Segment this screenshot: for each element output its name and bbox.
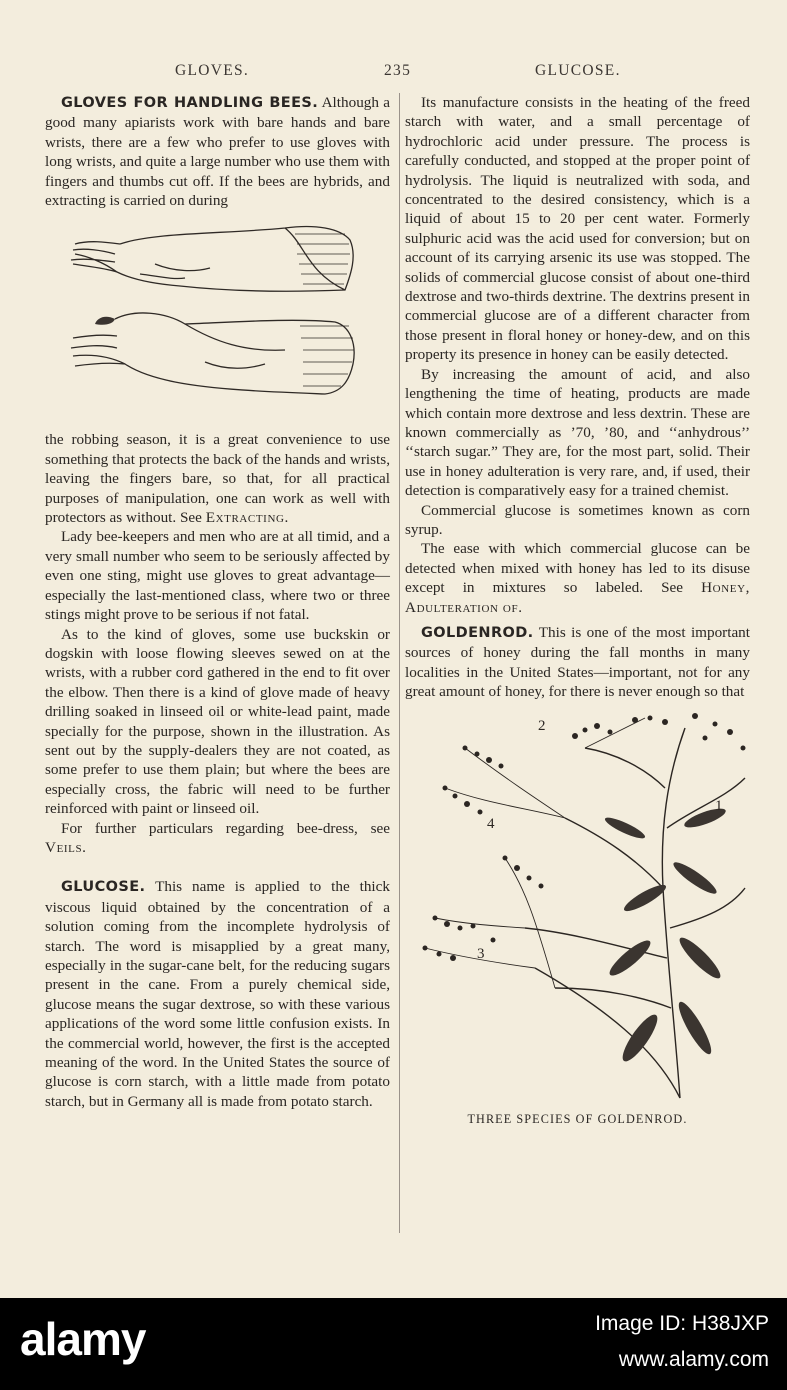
glucose-p5-text: The ease with which commercial glucose can be detected when mixed with honey has led to its disuse except in mixtures so labeled. See	[405, 540, 750, 597]
gloves-entry-p3: As to the kind of gloves, some use buckskin or dogskin with loose flowing sleeves sewed on at the wrists, with a rubber cord gathered in the end to fit over the elbow. Then there is a kind of glove made of heavy drilling soaked in linseed oil or white-lead paint, made specially for the purpose, shown in the illustration. As sent out by the supply-dealers they are not coated, as some prefer to use them plain; but where the bees are especially cross, the fabric will need to be further reinforced with paint or linseed oil.	[45, 625, 390, 818]
gloves-heading: GLOVES FOR HANDLING BEES.	[61, 95, 319, 111]
gloves-entry-p2: Lady bee-keepers and men who are at all timid, and a very small number who seem to be seriously affected by even one sting, might use gloves to great advantage—especially the last-mentioned class, where two or three stings might prove to be serious if not fatal.	[45, 528, 390, 624]
goldenrod-figure-caption: THREE SPECIES OF GOLDENROD.	[467, 1111, 688, 1126]
glucose-entry-p3: By increasing the amount of acid, and also lengthening the time of heating, products are made which contain more dextrose and less dextrin. These are known commercially as ’70, ’80, and ‘‘anhydrous’’ ‘‘starch sugar.” They are, for the most part, solid. Their use in honey adulteration is very rare, and, if used, their detection is comparatively easy for a trained chemist.	[405, 365, 750, 500]
goldenrod-p1-text: This is one of the most important sources of honey during the fall months in many localities in the United States—important, not for any great amount of honey, for there is never enough so that	[405, 623, 750, 701]
glucose-entry-p5	[405, 539, 750, 617]
gloves-p1-cont-text: the robbing season, it is a great convenience to use something that protects the back of the hands and wrists, leaving the fingers bare, so that, for all practical purposes of manipulation, one can work as well with protectors as without. See	[45, 431, 390, 527]
alamy-logo: alamy	[20, 1313, 146, 1365]
goldenrod-entry-p1	[405, 623, 750, 702]
goldenrod-illustration	[405, 708, 750, 1108]
gloves-entry-p4	[45, 819, 390, 858]
goldenrod-heading: GOLDENROD.	[421, 624, 534, 641]
glove-thumb-shading	[95, 317, 115, 325]
left-column	[45, 93, 390, 1111]
gloves-entry-p1-cont	[45, 430, 390, 527]
image-id-label: Image ID: H38JXP	[595, 1312, 769, 1335]
gloves-p1-text: Although a good many apiarists work with bare hands and bare wrists, there are a few who prefer to use gloves with long wrists, and quite a large number who use them with fingers and thumbs cut off. If the bees are hybrids, and extracting is carried on during	[45, 94, 390, 210]
figure-label-3: 3	[477, 945, 485, 962]
honey-adulteration-reference: Honey, Adulteration of.	[405, 579, 751, 616]
goldenrod-branchlets	[425, 718, 645, 988]
upper-glove-drawing	[71, 227, 353, 292]
glucose-entry-p2: Its manufacture consists in the heating of the freed starch with water, and a small percentage of hydrochloric acid under pressure. The process is carefully conducted, and stopped at the proper point of hydrolysis. The liquid is neutralized with soda, and concentrated to the desired consistency, which is a liquid of about 15 to 20 per cent water. Formerly sulphuric acid was the acid used for conversion; but on account of its carrying arsenic its use was stopped. The solids of commercial glucose consist of about one-third dextrose and two-thirds dextrine. The dextrins present in commercial glucose are of a different character from those present in floral honey or honey-dew, and on this property its presence in honey can be easily detected.	[405, 94, 750, 364]
gloves-entry-p1	[45, 93, 390, 210]
header-right-title: GLUCOSE.	[535, 62, 621, 79]
gloves-p4-text: For further particulars regarding bee-dress, see	[61, 819, 390, 837]
page-number: 235	[384, 62, 412, 79]
header-left-title: GLOVES.	[175, 62, 250, 79]
right-column	[405, 93, 750, 1129]
goldenrod-flower-clusters	[423, 713, 746, 961]
veils-reference: Veils.	[45, 838, 87, 856]
glucose-p1-text: This name is applied to the thick viscous liquid obtained by the concentration of a solution coming from the incomplete hydrolysis of starch. The word is misapplied by a great many, especially in the sugar-cane belt, for the reducing sugars present in the cane. From a purely chemical side, glucose means the sugar dextrose, so with these various applications of the word some little confusion exists. In the commercial world, however, the first is the accepted meaning of the word. In the United States the source of glucose is corn starch, with a little made from potato starch, but in Germany all is made from potato starch.	[45, 878, 390, 1110]
running-header	[0, 62, 787, 84]
column-divider	[399, 93, 400, 1233]
glucose-entry-p1	[45, 877, 390, 1111]
glucose-entry-p4: Commercial glucose is sometimes known as corn syrup.	[405, 501, 750, 538]
extracting-reference: Extracting.	[205, 509, 289, 527]
figure-label-4: 4	[487, 815, 495, 832]
site-url-label: www.alamy.com	[618, 1348, 769, 1371]
figure-label-2: 2	[538, 717, 546, 734]
glucose-heading: GLUCOSE.	[61, 879, 146, 896]
figure-label-1: 1	[715, 797, 723, 814]
gloves-illustration	[45, 214, 390, 424]
lower-glove-drawing	[71, 313, 354, 394]
stock-watermark-bar	[0, 1298, 787, 1390]
